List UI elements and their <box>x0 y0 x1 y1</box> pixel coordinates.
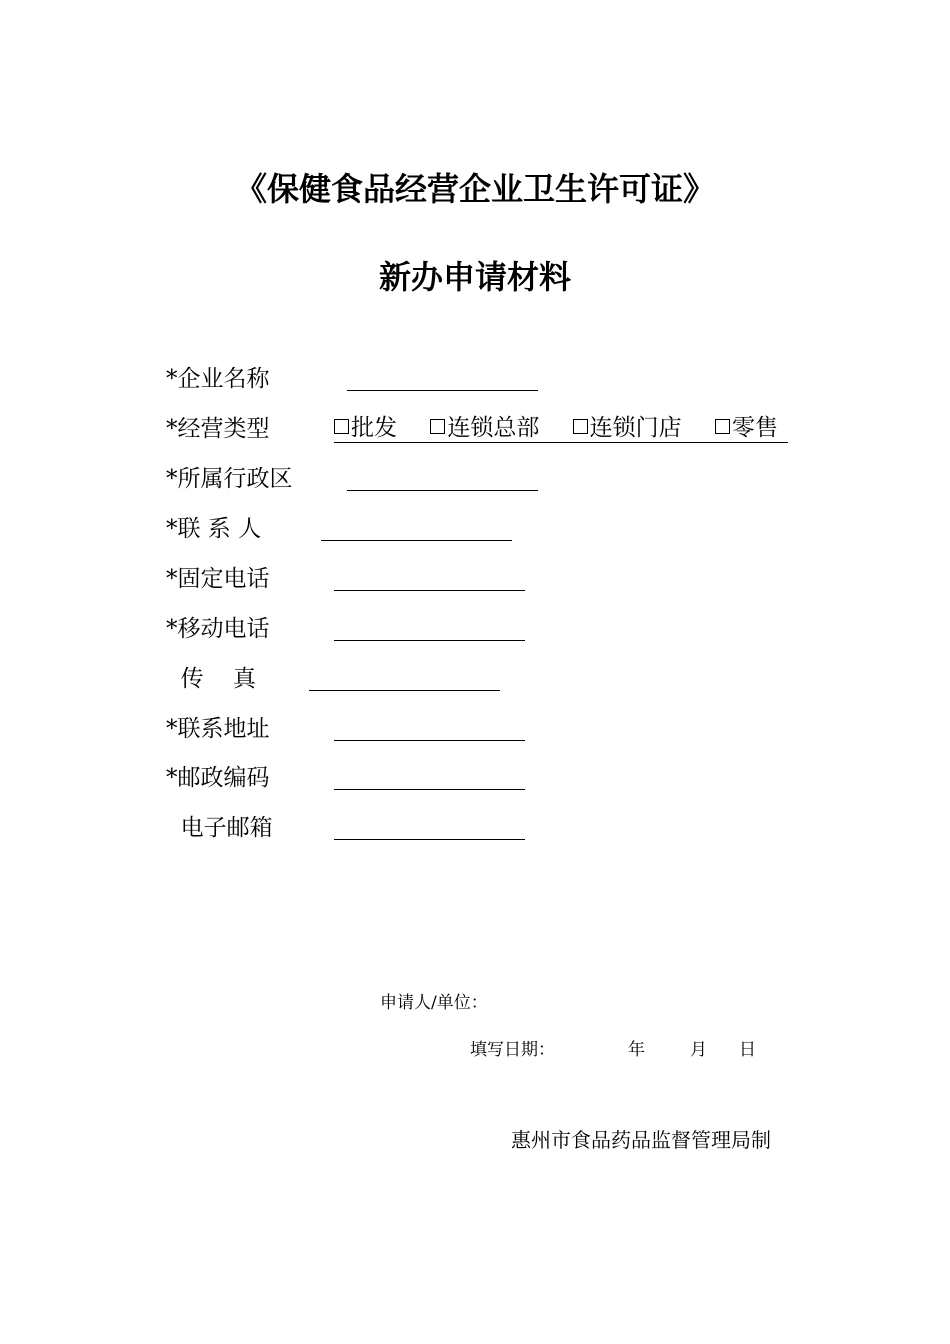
field-label: *经营类型 <box>166 416 270 442</box>
business-type-options <box>334 414 788 443</box>
field-label: *联系地址 <box>166 716 270 742</box>
checkbox-icon[interactable] <box>573 419 588 434</box>
checkbox-icon[interactable] <box>334 419 349 434</box>
field-label: *固定电话 <box>166 566 270 592</box>
date-month: 月 <box>690 1040 707 1060</box>
date-label: 填写日期： <box>470 1040 555 1060</box>
field-label: 电子邮箱 <box>166 815 273 841</box>
postal-code-blank[interactable] <box>334 789 525 790</box>
field-label: *所属行政区 <box>166 466 293 492</box>
contact-person-blank[interactable] <box>321 540 512 541</box>
mobile-blank[interactable] <box>334 640 525 641</box>
district-blank[interactable] <box>347 490 538 491</box>
applicant-label: 申请人/单位： <box>380 993 488 1013</box>
option-retail[interactable]: 零售 <box>715 414 778 442</box>
option-chain-store[interactable]: 连锁门店 <box>573 414 682 442</box>
landline-blank[interactable] <box>334 590 525 591</box>
option-wholesale[interactable]: 批发 <box>334 414 397 442</box>
email-blank[interactable] <box>334 839 525 840</box>
document-subtitle: 新办申请材料 <box>378 258 571 296</box>
field-label: *联 系 人 <box>166 516 262 542</box>
field-label: *移动电话 <box>166 616 270 642</box>
checkbox-icon[interactable] <box>430 419 445 434</box>
document-title: 《保健食品经营企业卫生许可证》 <box>234 170 715 208</box>
date-year: 年 <box>628 1040 645 1060</box>
date-day: 日 <box>739 1040 756 1060</box>
field-label: 传 真 <box>166 666 256 692</box>
enterprise-name-blank[interactable] <box>347 390 538 391</box>
address-blank[interactable] <box>334 740 525 741</box>
checkbox-icon[interactable] <box>715 419 730 434</box>
field-label: *邮政编码 <box>166 765 270 791</box>
field-label: *企业名称 <box>166 366 270 392</box>
fax-blank[interactable] <box>309 690 500 691</box>
option-chain-headquarters[interactable]: 连锁总部 <box>430 414 539 442</box>
issuing-authority: 惠州市食品药品监督管理局制 <box>511 1128 771 1152</box>
